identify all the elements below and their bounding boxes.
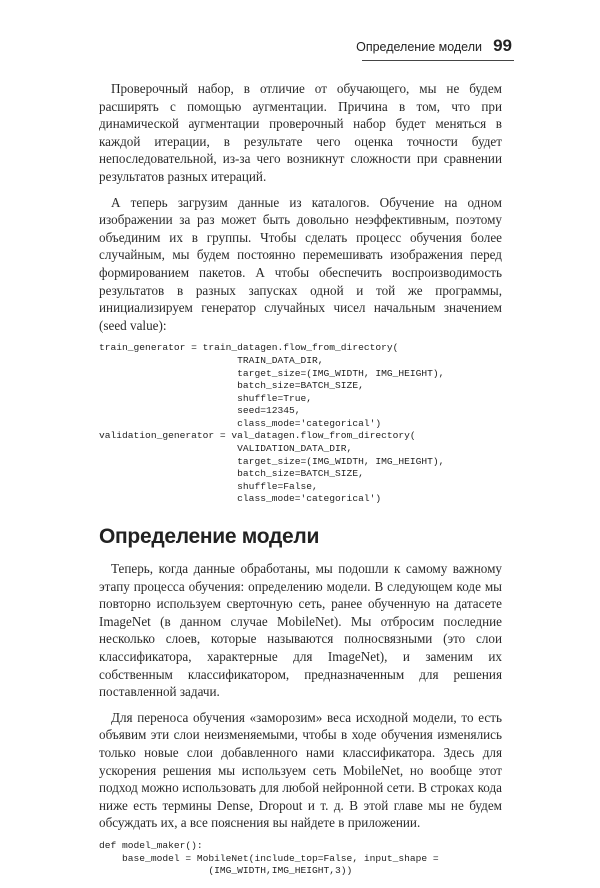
paragraph-model-definition: Теперь, когда данные обработаны, мы подошли к самому важному этапу процесса обучения: определению модели. В следующем коде мы повторно используем сверточную сеть, ранее обученную на датасете ImageNet (в данном случае MobileNet). Мы отбросим последние несколько слоев, которые называются полносвязными (это слои классификатора, характерные для ImageNet), и заменим их собственным классификатором, предназначенным для решения поставленной задачи. bbox=[99, 561, 502, 700]
code-block-generators: train_generator = train_datagen.flow_from_directory( TRAIN_DATA_DIR, target_size=(IMG_WIDTH, IMG_HEIGHT), batch_size=BATCH_SIZE, shuffle=True, seed=12345, class_mode='categorical') validation_generator = val_datagen.flow_from_directory( VALIDATION_DATA_DIR, target_size=(IMG_WIDTH, IMG_HEIGHT), batch_size=BATCH_SIZE, shuffle=False, class_mode='categorical') bbox=[99, 342, 445, 505]
page-number: 99 bbox=[493, 36, 512, 55]
paragraph-transfer-learning: Для переноса обучения «заморозим» веса исходной модели, то есть объявим эти слои неизменяемыми, чтобы в ходе обучения изменялись только новые слои добавленного нами классификатора. Здесь для ускорения решения мы используем сеть MobileNet, но вообще этот подход можно использовать для любой нейронной сети. В строках кода ниже есть термины Dense, Dropout и т. д. В этой главе мы не будем обсуждать их, а все пояснения вы найдете в приложении. bbox=[99, 709, 502, 831]
page-body bbox=[99, 80, 502, 888]
paragraph-validation-set: Проверочный набор, в отличие от обучающего, мы не будем расширять с помощью аугментации. Причина в том, что при динамической аугментации проверочный набор будет меняться в каждой итерации, в результате чего оценка точности будет непоследовательной, из-за чего возникнут сложности при сравнении результатов разных итераций. bbox=[99, 81, 502, 184]
header-rule bbox=[362, 60, 514, 61]
code-block-model-maker: def model_maker(): base_model = MobileNet(include_top=False, input_shape = (IMG_WIDTH,IMG_HEIGHT,3)) bbox=[99, 839, 439, 877]
running-header-title: Определение модели bbox=[356, 40, 482, 54]
section-heading: Определение модели bbox=[99, 525, 320, 549]
running-header bbox=[0, 38, 600, 60]
paragraph-load-data: А теперь загрузим данные из каталогов. Обучение на одном изображении за раз может быть довольно неэффективным, поэтому объединим их в группы. Чтобы сделать процесс обучения более случайным, мы будем постоянно перемешивать изображения перед формированием пакетов. А чтобы обеспечить воспроизводимость результатов в разных запусках одной и той же программы, инициализируем генератор случайных чисел начальным значением (seed value): bbox=[99, 194, 502, 333]
